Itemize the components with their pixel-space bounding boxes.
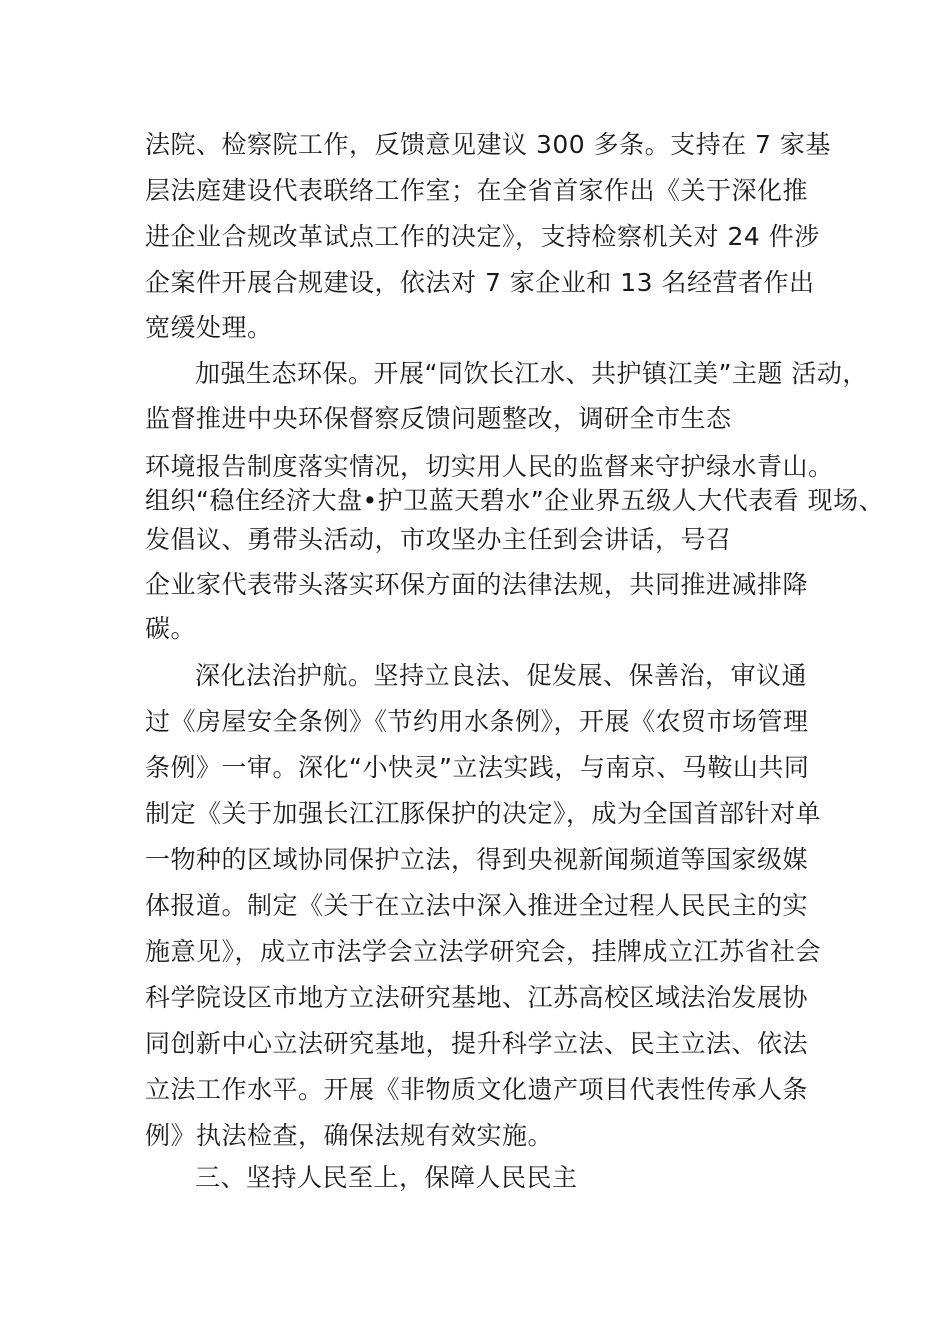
paragraph-line: 同创新中心立法研究基地，提升科学立法、民主立法、依法 bbox=[145, 1029, 809, 1058]
paragraph-line: 一物种的区域协同保护立法，得到央视新闻频道等国家级媒 bbox=[145, 845, 809, 874]
paragraph-line: 法院、检察院工作，反馈意见建议 300 多条。支持在 7 家基 bbox=[145, 130, 831, 159]
paragraph-line: 例》执法检查，确保法规有效实施。 bbox=[145, 1121, 554, 1150]
paragraph-line: 科学院设区市地方立法研究基地、江苏高校区域法治发展协 bbox=[145, 983, 809, 1012]
paragraph-line: 企案件开展合规建设，依法对 7 家企业和 13 名经营者作出 bbox=[145, 268, 815, 297]
paragraph-line: 制定《关于加强长江江豚保护的决定》，成为全国首部针对单 bbox=[145, 799, 822, 828]
paragraph-line: 监督推进中央环保督察反馈问题整改，调研全市生态 bbox=[145, 404, 732, 433]
paragraph-line: 深化法治护航。坚持立良法、促发展、保善治，审议通 bbox=[195, 661, 808, 690]
section-heading: 三、坚持人民至上，保障人民民主 bbox=[195, 1163, 578, 1192]
paragraph-line: 组织“稳住经济大盘•护卫蓝天碧水”企业界五级人大代表看 现场、 bbox=[145, 486, 885, 515]
paragraph-line: 宽缓处理。 bbox=[145, 313, 273, 342]
paragraph-line: 过《房屋安全条例》《节约用水条例》，开展《农贸市场管理 bbox=[145, 707, 809, 736]
paragraph-line: 碳。 bbox=[145, 614, 197, 643]
paragraph-line: 施意见》，成立市法学会立法学研究会，挂牌成立江苏省社会 bbox=[145, 937, 822, 966]
paragraph-line: 进企业合规改革试点工作的决定》，支持检察机关对 24 件涉 bbox=[145, 222, 820, 251]
paragraph-line: 体报道。制定《关于在立法中深入推进全过程人民民主的实 bbox=[145, 891, 809, 920]
paragraph-line: 层法庭建设代表联络工作室；在全省首家作出《关于深化推 bbox=[145, 176, 809, 205]
paragraph-line: 企业家代表带头落实环保方面的法律法规，共同推进减排降 bbox=[145, 570, 809, 599]
paragraph-line: 条例》一审。深化“小快灵”立法实践，与南京、马鞍山共同 bbox=[145, 753, 810, 782]
paragraph-line: 立法工作水平。开展《非物质文化遗产项目代表性传承人条 bbox=[145, 1075, 809, 1104]
paragraph-line: 加强生态环保。开展“同饮长江水、共护镇江美”主题 活动， bbox=[195, 359, 868, 388]
paragraph-line: 发倡议、勇带头活动，市攻坚办主任到会讲话，号召 bbox=[145, 525, 732, 554]
paragraph-line: 环境报告制度落实情况，切实用人民的监督来守护绿水青山。 bbox=[145, 452, 834, 481]
